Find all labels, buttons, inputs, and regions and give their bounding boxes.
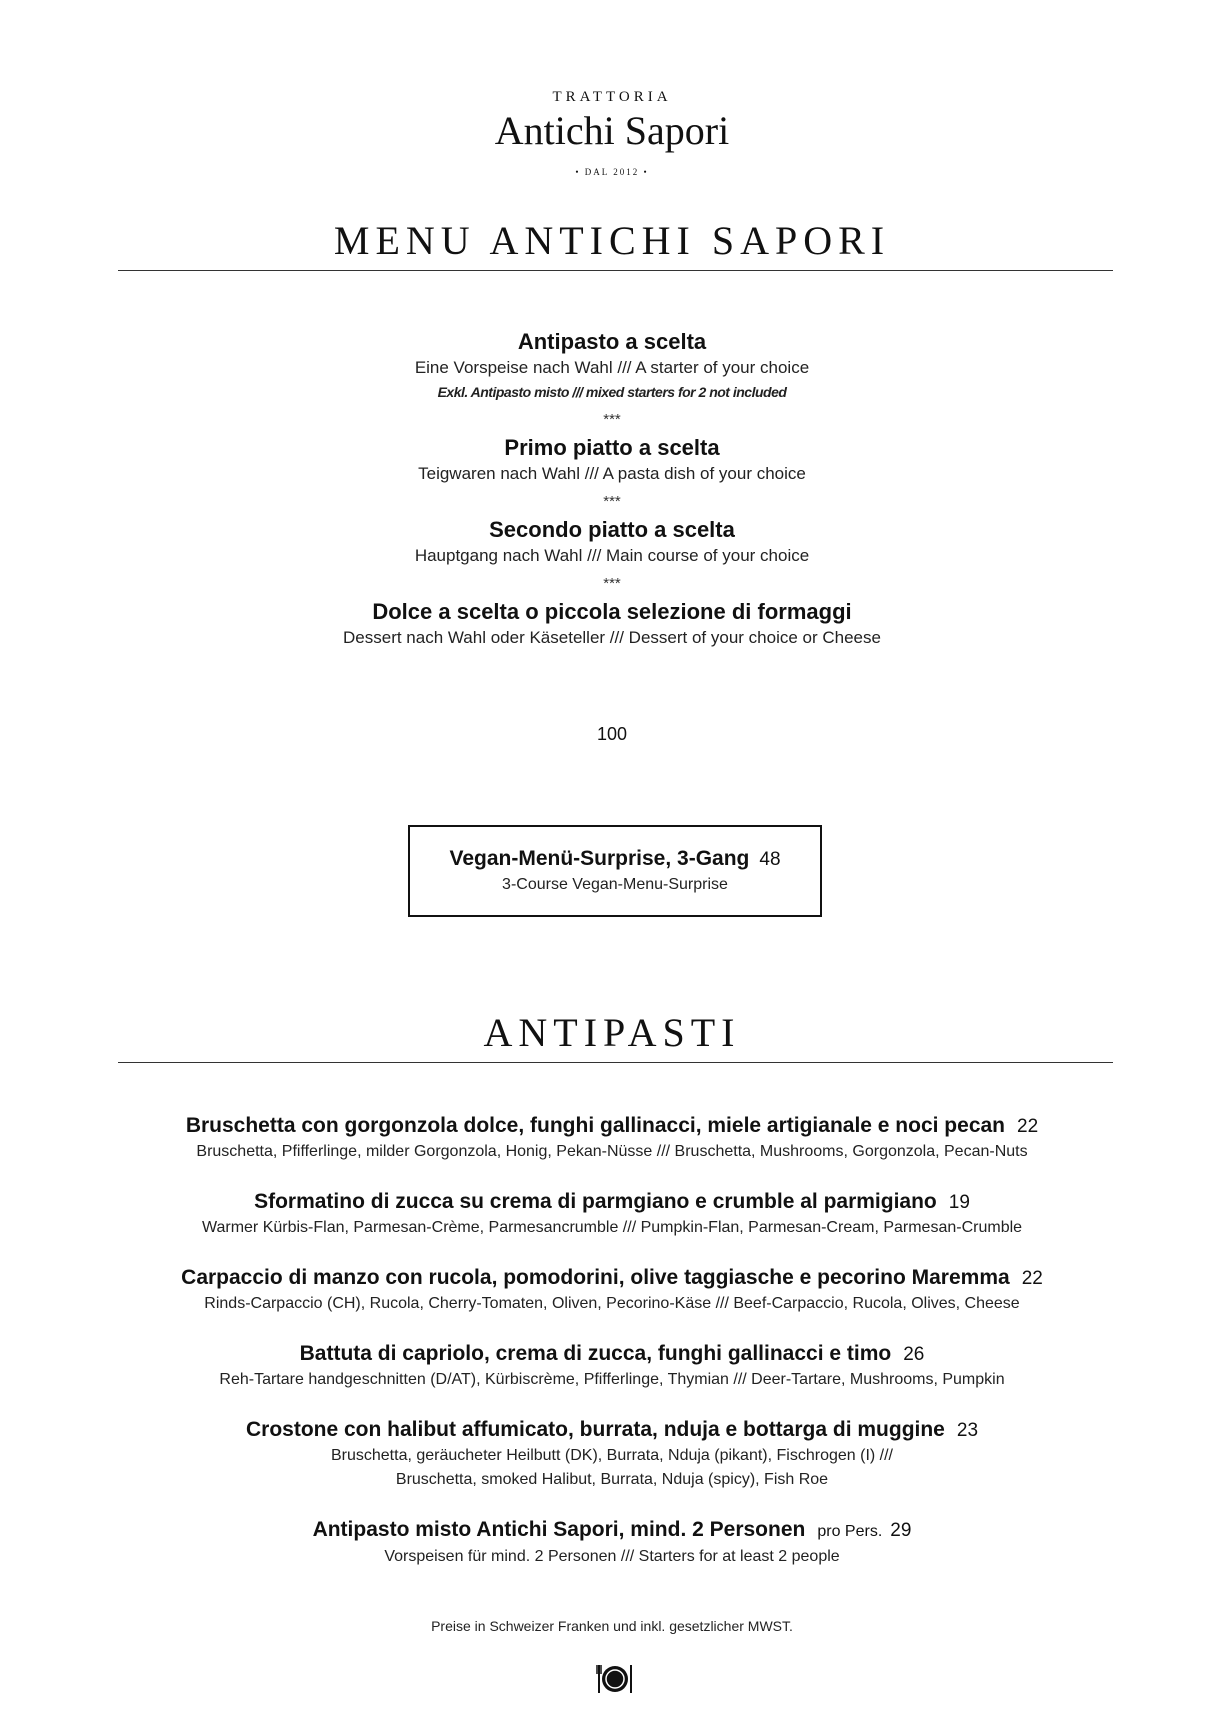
- course-note: Exkl. Antipasto misto /// mixed starters for 2 not included: [437, 384, 787, 400]
- dish-price: 26: [903, 1344, 925, 1365]
- course-desc: Hauptgang nach Wahl /// Main course of your choice: [414, 546, 810, 565]
- dish-item: [0, 1341, 1224, 1392]
- dish-desc: Reh-Tartare handgeschnitten (D/AT), Kürbiscrème, Pfifferlinge, Thymian /// Deer-Tartare, Mushrooms, Pumpkin: [219, 1371, 1005, 1388]
- dish-price: 29: [890, 1520, 912, 1541]
- menu-title-divider: [118, 270, 1113, 271]
- logo-name: Antichi Sapori: [494, 108, 730, 153]
- dish-title: [0, 1517, 1224, 1545]
- dish-desc: Rinds-Carpaccio (CH), Rucola, Cherry-Tomaten, Oliven, Pecorino-Käse /// Beef-Carpaccio, Rucola, Olives, Cheese: [204, 1295, 1020, 1312]
- course-title: Primo piatto a scelta: [504, 435, 720, 460]
- vegan-menu-box: [408, 825, 822, 917]
- course-desc: Teigwaren nach Wahl /// A pasta dish of your choice: [418, 464, 806, 483]
- dish-title: [0, 1341, 1224, 1368]
- dish-desc: Bruschetta, smoked Halibut, Burrata, Nduja (spicy), Fish Roe: [395, 1471, 829, 1488]
- dish-desc: Warmer Kürbis-Flan, Parmesan-Crème, Parmesancrumble /// Pumpkin-Flan, Parmesan-Cream, Parmesan-Crumble: [201, 1219, 1023, 1236]
- antipasti-section-title: ANTIPASTI: [483, 1010, 741, 1055]
- dish-name: Battuta di capriolo, crema di zucca, funghi gallinacci e timo: [299, 1342, 892, 1365]
- dish-name: Carpaccio di manzo con rucola, pomodorini, olive taggiasche e pecorino Maremma: [181, 1266, 1010, 1289]
- vegan-title-text: Vegan-Menü-Surprise, 3-Gang: [449, 847, 750, 870]
- dish-price-unit: pro Pers.: [817, 1523, 883, 1540]
- dish-name: Antipasto misto Antichi Sapori, mind. 2 Personen: [312, 1518, 806, 1541]
- course-title: Dolce a scelta o piccola selezione di formaggi: [372, 599, 852, 624]
- course-separator: ***: [603, 575, 621, 592]
- dish-item: [0, 1189, 1224, 1240]
- restaurant-logo: [0, 88, 1224, 178]
- dish-desc: Vorspeisen für mind. 2 Personen /// Starters for at least 2 people: [384, 1548, 840, 1565]
- logo-top-text: TRATTORIA: [552, 89, 672, 105]
- dish-price: 22: [1021, 1268, 1043, 1289]
- course-item: [0, 328, 1224, 404]
- course-item: [0, 516, 1224, 568]
- course-separator: ***: [603, 411, 621, 428]
- dish-name: Crostone con halibut affumicato, burrata, nduja e bottarga di muggine: [245, 1418, 945, 1441]
- course-item: [0, 598, 1224, 650]
- course-title: Antipasto a scelta: [517, 329, 707, 354]
- vegan-menu-desc: 3-Course Vegan-Menu-Surprise: [502, 876, 728, 893]
- dish-item: [0, 1517, 1224, 1569]
- antipasti-title-divider: [118, 1062, 1113, 1063]
- dish-price: 22: [1017, 1116, 1039, 1137]
- menu-section-title: MENU ANTICHI SAPORI: [333, 218, 891, 263]
- plate-cutlery-icon: [596, 1662, 634, 1696]
- dish-name: Bruschetta con gorgonzola dolce, funghi gallinacci, miele artigianale e noci pecan: [185, 1114, 1006, 1137]
- vegan-menu-price: 48: [759, 849, 781, 870]
- course-item: [0, 434, 1224, 486]
- antipasti-list: [0, 1113, 1224, 1594]
- course-title: Secondo piatto a scelta: [489, 517, 735, 542]
- dish-title: [0, 1189, 1224, 1216]
- dish-item: [0, 1113, 1224, 1164]
- dish-title: [0, 1113, 1224, 1140]
- dish-price: 23: [956, 1420, 979, 1441]
- dish-desc: Bruschetta, Pfifferlinge, milder Gorgonzola, Honig, Pekan-Nüsse /// Bruschetta, Mushrooms, Gorgonzola, Pecan-Nuts: [196, 1143, 1028, 1160]
- course-separator: ***: [603, 493, 621, 510]
- course-desc: Eine Vorspeise nach Wahl /// A starter of your choice: [414, 358, 810, 377]
- dish-title: [0, 1265, 1224, 1292]
- vegan-menu-title: [410, 846, 820, 873]
- dish-title: [0, 1417, 1224, 1444]
- course-desc: Dessert nach Wahl oder Käseteller /// Dessert of your choice or Cheese: [343, 628, 881, 647]
- dish-item: [0, 1265, 1224, 1316]
- dish-desc: Bruschetta, geräucheter Heilbutt (DK), Burrata, Nduja (pikant), Fischrogen (I) ///: [330, 1447, 893, 1464]
- set-menu: [0, 328, 1224, 650]
- price-note: Preise in Schweizer Franken und inkl. gesetzlicher MWST.: [431, 1618, 793, 1634]
- dish-name: Sformatino di zucca su crema di parmgiano e crumble al parmigiano: [254, 1190, 937, 1213]
- logo-since: • DAL 2012 •: [575, 167, 649, 177]
- dish-price: 19: [948, 1192, 970, 1213]
- set-menu-price: 100: [596, 724, 628, 744]
- dish-item: [0, 1417, 1224, 1492]
